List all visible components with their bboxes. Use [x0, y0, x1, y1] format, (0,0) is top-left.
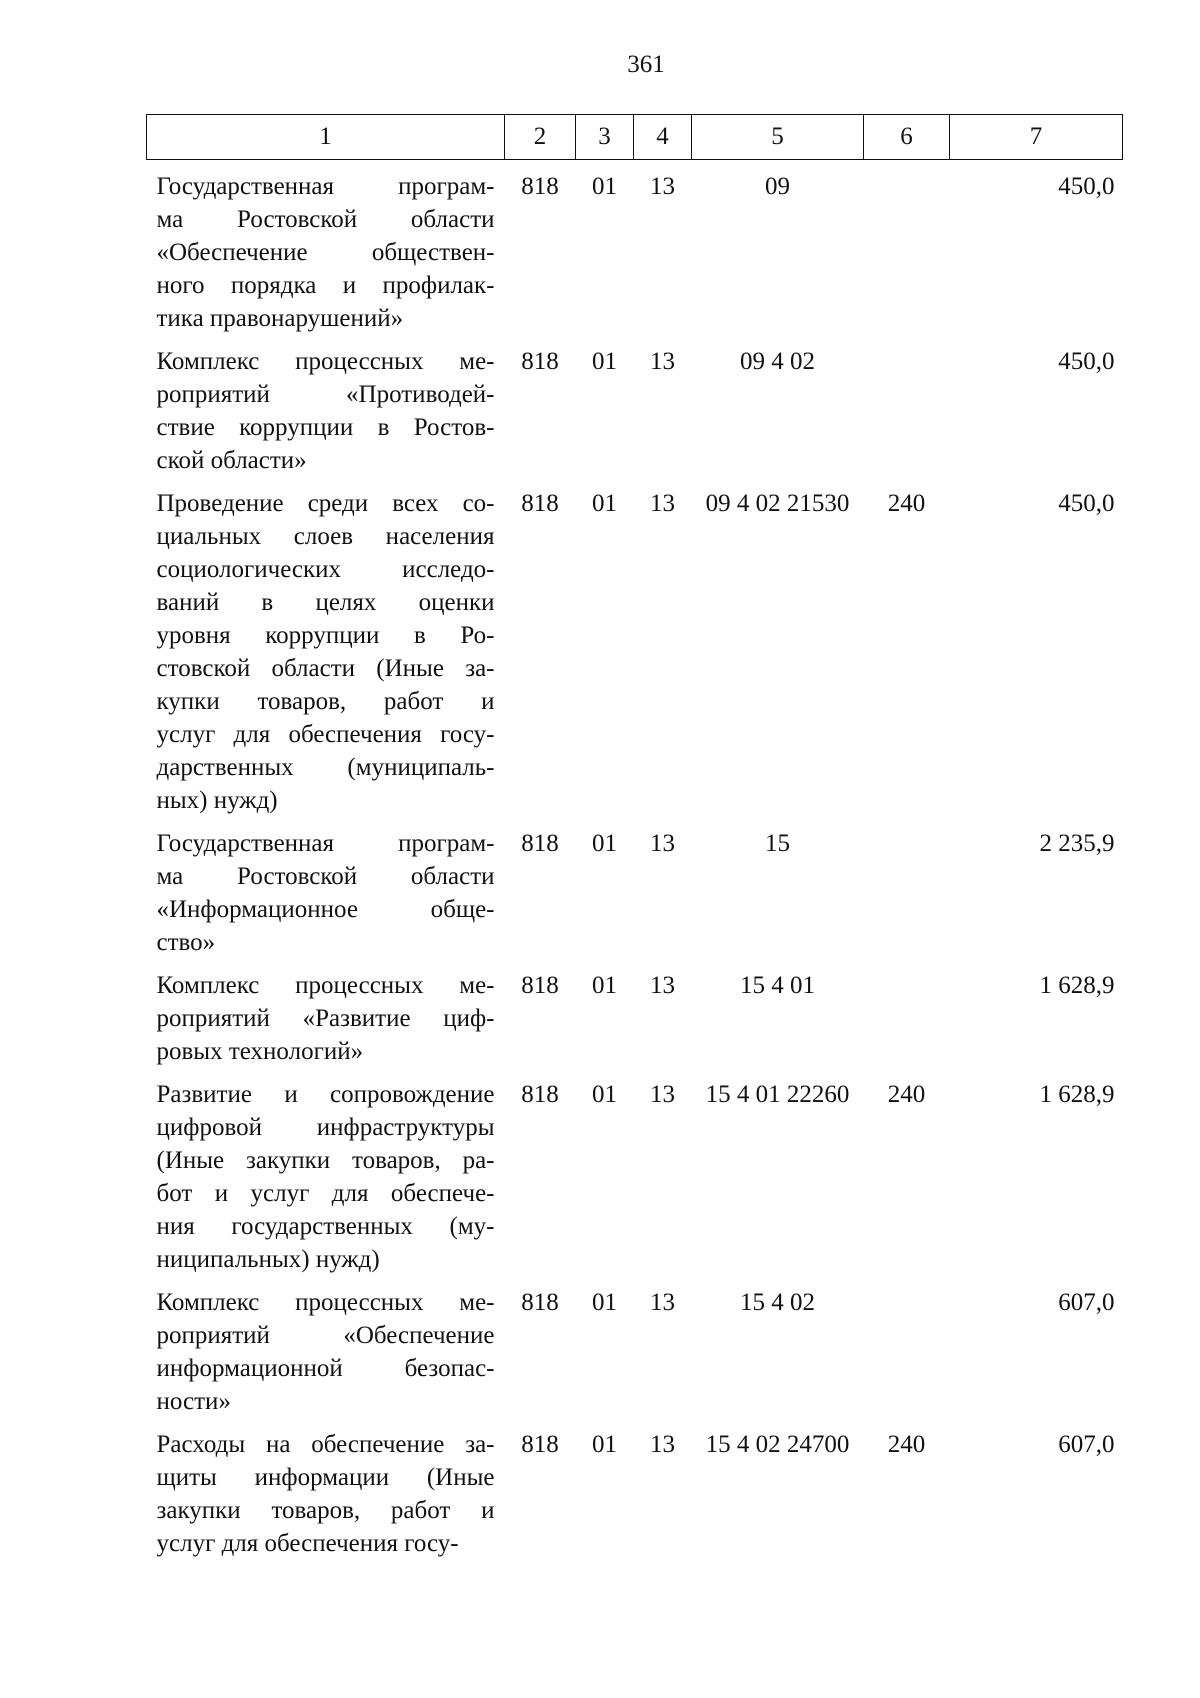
- cell-section-code: 01: [592, 1431, 617, 1458]
- row-name-line: услуг для обеспечения госу-: [156, 1530, 459, 1557]
- row-name: [147, 335, 505, 477]
- row-name-line: Проведение среди всех со-: [156, 490, 495, 517]
- cell-department-code: 818: [521, 1289, 559, 1316]
- cell-target-article: 09 4 02 21530: [705, 490, 850, 517]
- row-name-line: ровых технологий»: [156, 1038, 364, 1065]
- cell-subsection-code: 13: [650, 490, 675, 517]
- cell-expense-type: [864, 959, 950, 1068]
- row-name-line: ствие коррупции в Ростов-: [156, 414, 495, 441]
- table-row: [147, 477, 1123, 817]
- column-header: 6: [864, 115, 950, 160]
- cell-expense-type: 240: [887, 1431, 926, 1458]
- row-name-line: тика правонарушений»: [156, 305, 404, 332]
- row-name-line: Комплекс процессных ме-: [156, 1289, 495, 1316]
- table-row: [147, 160, 1123, 336]
- cell-amount: 2 235,9: [1039, 830, 1115, 857]
- row-name: [147, 959, 505, 1068]
- column-header: 4: [634, 115, 692, 160]
- table-row: [147, 1418, 1123, 1560]
- row-name-line: Государственная програм-: [156, 830, 495, 857]
- column-header: 7: [950, 115, 1123, 160]
- row-name-line: «Информационное обще-: [156, 896, 495, 923]
- cell-target-article: 15 4 01: [740, 972, 815, 999]
- page-number: 361: [627, 51, 665, 78]
- cell-section-code: 01: [592, 490, 617, 517]
- row-name-line: роприятий «Развитие циф-: [156, 1005, 495, 1032]
- cell-amount: 450,0: [1058, 173, 1115, 200]
- row-name-line: социологических исследо-: [156, 556, 495, 583]
- row-name-line: циальных слоев населения: [156, 523, 495, 550]
- row-name-line: информационной безопас-: [156, 1355, 495, 1382]
- cell-amount: 450,0: [1058, 490, 1115, 517]
- cell-target-article: 09: [765, 173, 790, 200]
- cell-expense-type: 240: [887, 490, 926, 517]
- cell-subsection-code: 13: [650, 972, 675, 999]
- cell-section-code: 01: [592, 1081, 617, 1108]
- cell-subsection-code: 13: [650, 1081, 675, 1108]
- cell-target-article: 15 4 01 22260: [705, 1081, 850, 1108]
- table-body: [147, 160, 1123, 1561]
- row-name-line: Государственная програм-: [156, 173, 495, 200]
- row-name-line: бот и услуг для обеспече-: [156, 1180, 495, 1207]
- row-name: [147, 1418, 505, 1560]
- cell-target-article: 15: [765, 830, 790, 857]
- row-name-line: ного порядка и профилак-: [156, 272, 495, 299]
- row-name: [147, 477, 505, 817]
- cell-expense-type: [864, 160, 950, 336]
- row-name-line: роприятий «Обеспечение: [156, 1322, 495, 1349]
- row-name-line: стовской области (Иные за-: [156, 655, 495, 682]
- row-name-line: закупки товаров, работ и: [156, 1497, 495, 1524]
- row-name-line: ской области»: [156, 447, 307, 474]
- row-name-line: купки товаров, работ и: [156, 688, 495, 715]
- cell-amount: 1 628,9: [1039, 1081, 1115, 1108]
- row-name: [147, 160, 505, 336]
- cell-department-code: 818: [521, 490, 559, 517]
- table-row: [147, 817, 1123, 959]
- column-header: 1: [147, 115, 505, 160]
- cell-subsection-code: 13: [650, 348, 675, 375]
- cell-subsection-code: 13: [650, 830, 675, 857]
- cell-department-code: 818: [521, 173, 559, 200]
- cell-target-article: 09 4 02: [740, 348, 815, 375]
- cell-expense-type: 240: [887, 1081, 926, 1108]
- row-name-line: щиты информации (Иные: [156, 1464, 495, 1491]
- cell-section-code: 01: [592, 972, 617, 999]
- cell-subsection-code: 13: [650, 1289, 675, 1316]
- row-name-line: услуг для обеспечения госу-: [156, 721, 495, 748]
- row-name-line: Расходы на обеспечение за-: [156, 1431, 495, 1458]
- cell-department-code: 818: [521, 348, 559, 375]
- row-name: [147, 1276, 505, 1418]
- cell-department-code: 818: [521, 1431, 559, 1458]
- row-name-line: ма Ростовской области: [156, 206, 495, 233]
- row-name-line: (Иные закупки товаров, ра-: [156, 1147, 495, 1174]
- cell-amount: 450,0: [1058, 348, 1115, 375]
- cell-subsection-code: 13: [650, 1431, 675, 1458]
- column-header: 3: [576, 115, 634, 160]
- row-name-line: Комплекс процессных ме-: [156, 348, 495, 375]
- cell-expense-type: [864, 817, 950, 959]
- cell-department-code: 818: [521, 972, 559, 999]
- row-name-line: Развитие и сопровождение: [156, 1081, 495, 1108]
- row-name: [147, 817, 505, 959]
- column-header: 2: [505, 115, 576, 160]
- cell-section-code: 01: [592, 1289, 617, 1316]
- row-name-line: ния государственных (му-: [156, 1213, 495, 1240]
- row-name-line: ниципальных) нужд): [156, 1246, 380, 1273]
- row-name-line: цифровой инфраструктуры: [156, 1114, 495, 1141]
- cell-expense-type: [864, 1276, 950, 1418]
- row-name-line: роприятий «Противодей-: [156, 381, 495, 408]
- row-name-line: ных) нужд): [156, 787, 278, 814]
- budget-table: [146, 114, 1123, 1560]
- row-name-line: дарственных (муниципаль-: [156, 754, 495, 781]
- table-row: [147, 1068, 1123, 1276]
- row-name-line: ваний в целях оценки: [156, 589, 495, 616]
- cell-subsection-code: 13: [650, 173, 675, 200]
- table-row: [147, 1276, 1123, 1418]
- cell-amount: 607,0: [1058, 1289, 1115, 1316]
- row-name-line: ство»: [156, 929, 216, 956]
- cell-expense-type: [864, 335, 950, 477]
- cell-section-code: 01: [592, 173, 617, 200]
- cell-amount: 607,0: [1058, 1431, 1115, 1458]
- row-name-line: Комплекс процессных ме-: [156, 972, 495, 999]
- column-header: 5: [692, 115, 864, 160]
- cell-section-code: 01: [592, 830, 617, 857]
- table-header-row: [147, 115, 1123, 160]
- cell-target-article: 15 4 02 24700: [705, 1431, 850, 1458]
- table-row: [147, 335, 1123, 477]
- cell-department-code: 818: [521, 830, 559, 857]
- row-name-line: «Обеспечение обществен-: [156, 239, 495, 266]
- cell-section-code: 01: [592, 348, 617, 375]
- cell-amount: 1 628,9: [1039, 972, 1115, 999]
- row-name-line: ности»: [156, 1388, 231, 1415]
- table-row: [147, 959, 1123, 1068]
- cell-department-code: 818: [521, 1081, 559, 1108]
- row-name-line: уровня коррупции в Ро-: [156, 622, 495, 649]
- row-name: [147, 1068, 505, 1276]
- row-name-line: ма Ростовской области: [156, 863, 495, 890]
- cell-target-article: 15 4 02: [740, 1289, 815, 1316]
